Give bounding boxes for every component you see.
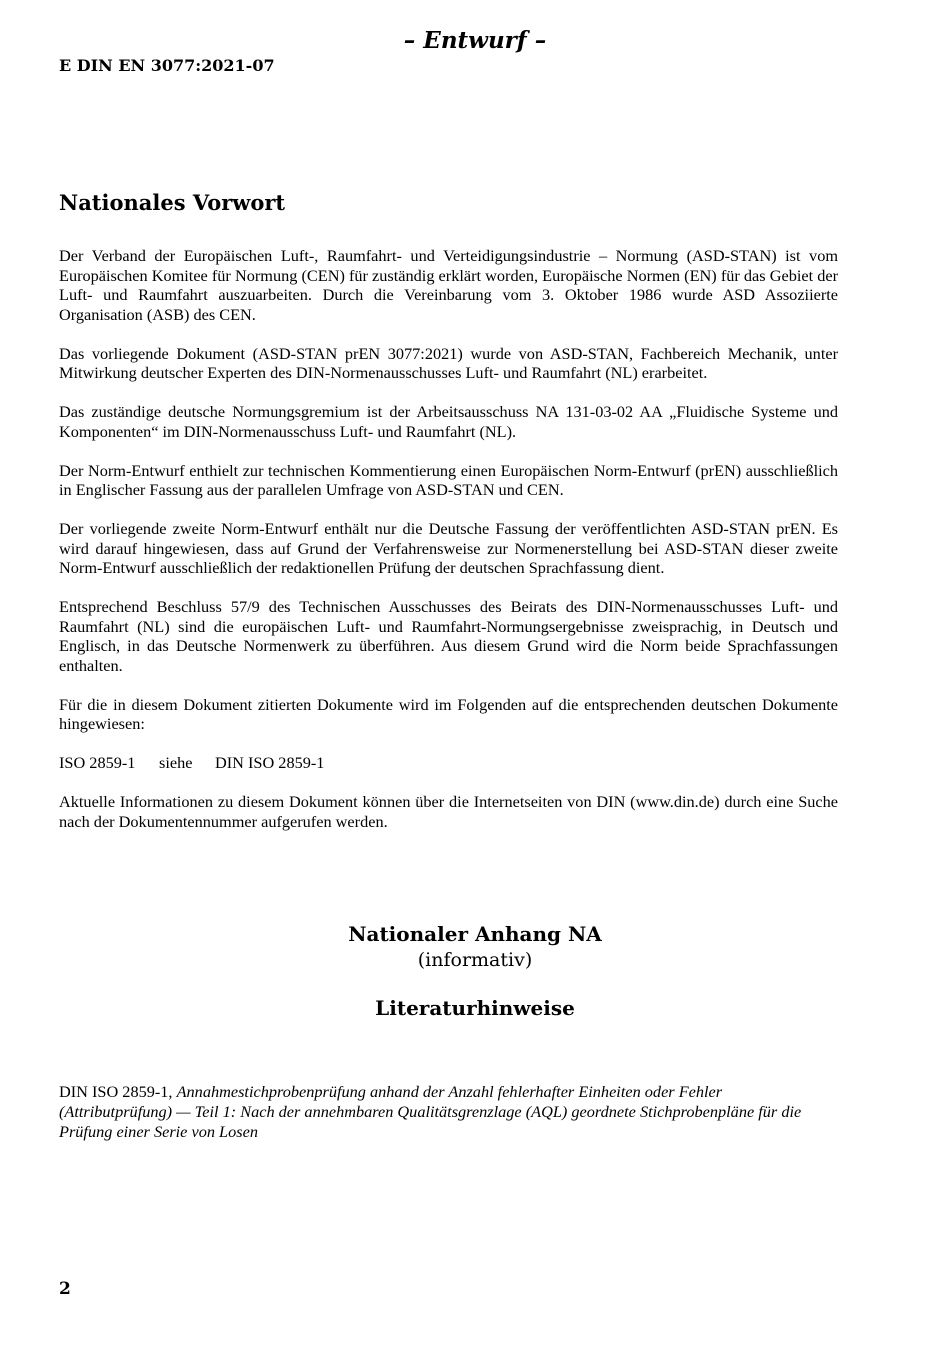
annex-title: Nationaler Anhang NA: [348, 922, 602, 946]
reference-mapping: [59, 753, 838, 773]
foreword-closing: Aktuelle Informationen zu diesem Dokument können über die Internetseiten von DIN (www.din.de) durch eine Suche nach der Dokumentennummer aufgerufen werden.: [59, 792, 838, 831]
foreword-paragraph: Für die in diesem Dokument zitierten Dokumente wird im Folgenden auf die entsprechenden deutschen Dokumente hingewiesen:: [59, 694, 838, 733]
bibliography-entry-title: Annahmestichprobenprüfung anhand der Anzahl fehlerhafter Einheiten oder Fehler (Attributprüfung) — Teil 1: Nach der annehmbaren Qualitätsgrenzlage (AQL) geordnete Stichprobenpläne für die Prüfung einer Serie von Losen: [59, 1082, 802, 1141]
foreword-section: [59, 188, 838, 851]
document-number: E DIN EN 3077:2021-07: [59, 56, 275, 75]
reference-target: DIN ISO 2859-1: [215, 753, 325, 772]
bibliography-entry: [59, 1082, 838, 1142]
national-annex: [0, 921, 950, 1021]
foreword-paragraph: Entsprechend Beschluss 57/9 des Technischen Ausschusses des Beirats des DIN-Normenausschusses Luft- und Raumfahrt (NL) sind die europäischen Luft- und Raumfahrt-Normungsergebnisse zweisprachig, in Deutsch und Englisch, in das Deutsche Normenwerk zu überführen. Aus diesem Grund wird die Norm beide Sprachfassungen enthalten.: [59, 597, 838, 675]
reference-source: ISO 2859-1: [59, 753, 136, 772]
bibliography-entry-id: DIN ISO 2859-1,: [59, 1082, 173, 1101]
reference-relation: siehe: [159, 753, 193, 772]
page-number: 2: [59, 1279, 71, 1299]
foreword-paragraph: Der Norm-Entwurf enthielt zur technischen Kommentierung einen Europäischen Norm-Entwurf (prEN) ausschließlich in Englischer Fassung aus der parallelen Umfrage von ASD-STAN und CEN.: [59, 460, 838, 499]
foreword-paragraph: Der Verband der Europäischen Luft-, Raumfahrt- und Verteidigungsindustrie – Normung (ASD-STAN) ist vom Europäischen Komitee für Normung (CEN) für zuständig erklärt worden, Europäische Normen (EN) für das Gebiet der Luft- und Raumfahrt auszuarbeiten. Durch die Vereinbarung vom 3. Oktober 1986 wurde ASD Assoziierte Organisation (ASB) des CEN.: [59, 246, 838, 324]
foreword-paragraph: Das vorliegende Dokument (ASD-STAN prEN 3077:2021) wurde von ASD-STAN, Fachbereich Mechanik, unter Mitwirkung deutscher Experten des DIN-Normenausschusses Luft- und Raumfahrt (NL) erarbeitet.: [59, 343, 838, 382]
foreword-paragraph: Das zuständige deutsche Normungsgremium ist der Arbeitsausschuss NA 131-03-02 AA „Fluidische Systeme und Komponenten“ im DIN-Normenausschuss Luft- und Raumfahrt (NL).: [59, 402, 838, 441]
bibliography-title: Literaturhinweise: [375, 996, 575, 1020]
draft-label: – Entwurf –: [403, 27, 547, 54]
foreword-title: Nationales Vorwort: [59, 190, 286, 215]
annex-subtitle: (informativ): [417, 949, 533, 971]
foreword-paragraph: Der vorliegende zweite Norm-Entwurf enthält nur die Deutsche Fassung der veröffentlichten ASD-STAN prEN. Es wird darauf hingewiesen, dass auf Grund der Verfahrensweise zur Normenerstellung bei ASD-STAN dieser zweite Norm-Entwurf ausschließlich der redaktionellen Prüfung der deutschen Sprachfassung dient.: [59, 519, 838, 577]
